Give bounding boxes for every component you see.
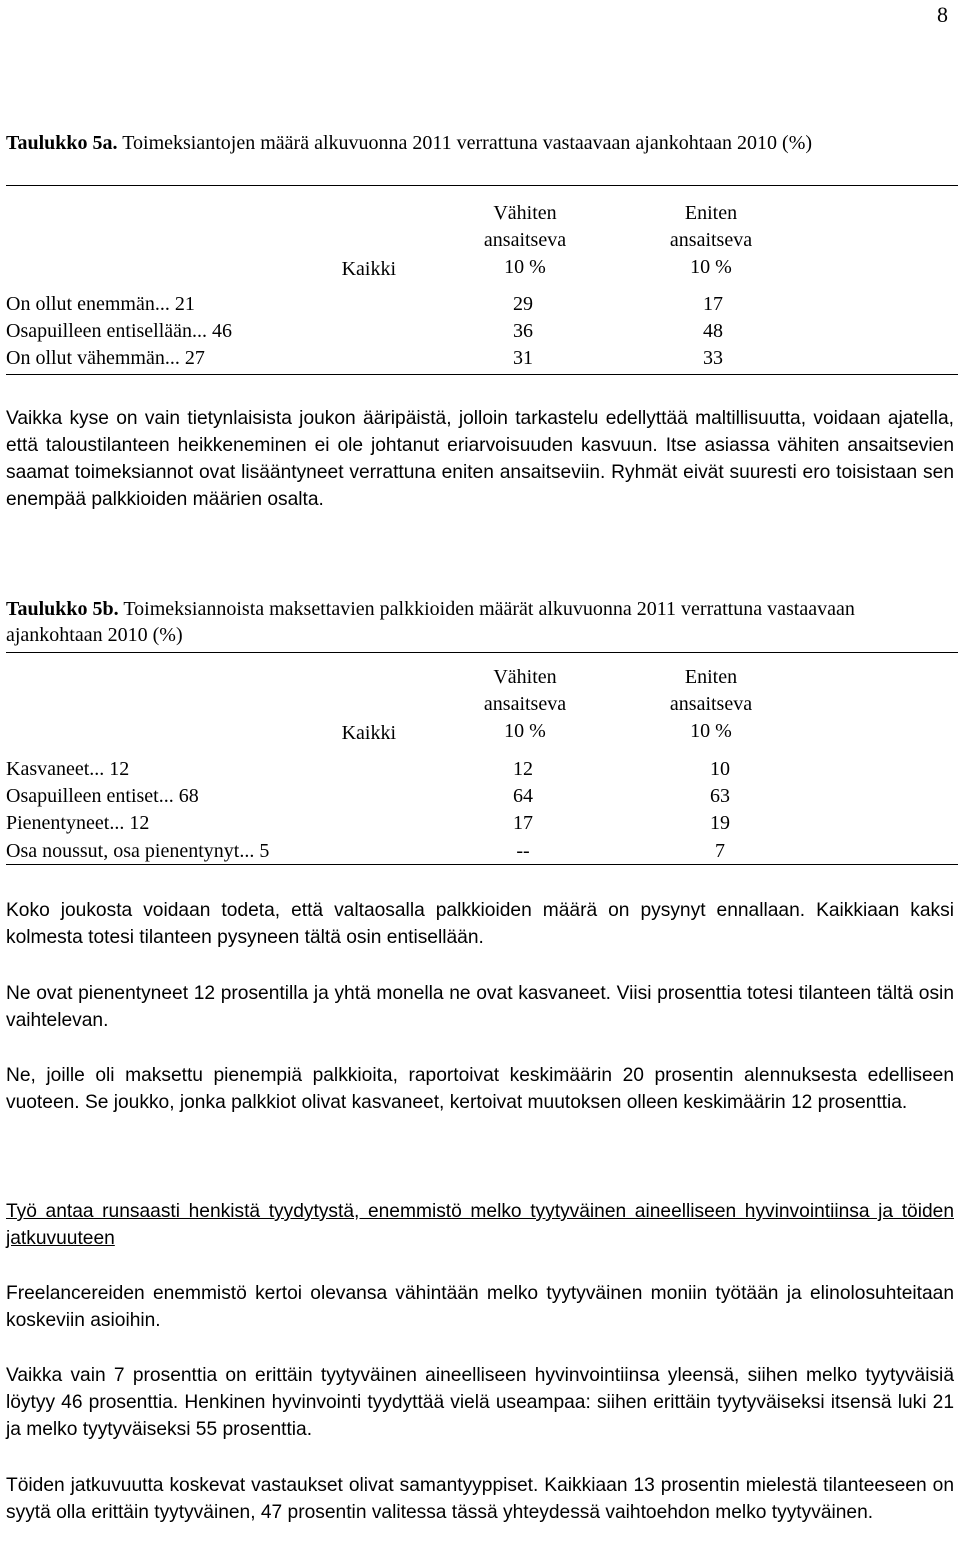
- table-row: Pienentyneet... 12 17 19: [6, 812, 730, 834]
- paragraph: Koko joukosta voidaan todeta, että valtaosalla palkkioiden määrä on pysynyt ennallaan. Kaikkiaan kaksi kolmesta totesi tilanteen pysyneen tältä osin entisellään.: [6, 900, 954, 948]
- page-number: 8: [937, 2, 948, 27]
- table-row: On ollut vähemmän... 27 31 33: [6, 347, 723, 369]
- table-5b-top-rule: [6, 652, 958, 653]
- table-5a-title: Toimeksiantojen määrä alkuvuonna 2011 verrattuna vastaavaan ajankohtaan 2010 (%): [117, 132, 813, 154]
- table-5b-title: Toimeksiannoista maksettavien palkkioiden määrät alkuvuonna 2011 verrattuna vastaavaan ajankohtaan 2010 (%): [6, 598, 855, 646]
- paragraph: Vaikka kyse on vain tietynlaisista joukon ääripäistä, jolloin tarkastelu edellyttää maltillisuutta, voidaan ajatella, että taloustilanteen heikkeneminen ei ole johtanut eriarvoisuuden kasvuun. Itse asiassa vähiten ansaitsevien saamat toimeksiannot ovat lisääntyneet verrattuna eniten ansaitseviin. Ryhmät eivät suuresti ero toisistaan sen enempää palkkioiden määrien osalta.: [6, 408, 954, 510]
- table-row: Kasvaneet... 12 12 10: [6, 758, 730, 780]
- table-5b-header-lowest: Vähiten ansaitseva 10 %: [483, 666, 567, 742]
- table-5b-bottom-rule: [6, 864, 958, 865]
- paragraph: Ne, joille oli maksettu pienempiä palkkioita, raportoivat keskimäärin 20 prosentin alennuksesta edelliseen vuoteen. Se joukko, jonka palkkiot olivat kasvaneet, kertoivat muutoksen olleen keskimäärin 12 prosenttia.: [6, 1065, 954, 1113]
- paragraph: Vaikka vain 7 prosenttia on erittäin tyytyväinen aineelliseen hyvinvointiinsa yleensä, siihen melko tyytyväisiä löytyy 46 prosenttia. Henkinen hyvinvointi tyydyttää vielä useampaa: siihen erittäin tyytyväiseksi itsensä luki 21 ja melko tyytyväiseksi 55 prosenttia.: [6, 1365, 954, 1440]
- table-5b-header-highest: Eniten ansaitseva 10 %: [669, 666, 753, 742]
- paragraph: Ne ovat pienentyneet 12 prosentilla ja yhtä monella ne ovat kasvaneet. Viisi prosenttia totesi tilanteen tältä osin vaihtelevan.: [6, 983, 954, 1031]
- table-5a-header-highest: Eniten ansaitseva 10 %: [669, 202, 753, 278]
- table-5a-header-all: Kaikki: [341, 258, 396, 280]
- table-5a-bottom-rule: [6, 374, 958, 375]
- table-5a-label: Taulukko 5a.: [6, 132, 118, 154]
- table-5b: [6, 664, 958, 864]
- table-row: Osapuilleen entiset... 68 64 63: [6, 785, 730, 807]
- paragraph: Freelancereiden enemmistö kertoi olevansa vähintään melko tyytyväinen moniin työtään ja elinolosuhteitaan koskeviin asioihin.: [6, 1283, 954, 1331]
- table-5b-header-all: Kaikki: [341, 722, 396, 744]
- table-5a: [6, 200, 958, 376]
- paragraph: Töiden jatkuvuutta koskevat vastaukset olivat samantyyppiset. Kaikkiaan 13 prosentin mielestä tilanteeseen on syytä olla erittäin tyytyväinen, 47 prosentin valitessa tässä yhteydessä vaihtoehdon melko tyytyväinen.: [6, 1475, 954, 1523]
- table-5b-caption: [6, 596, 956, 648]
- table-5a-caption: [6, 130, 956, 156]
- table-row: Osa noussut, osa pienentynyt... 5 -- 7: [6, 840, 725, 862]
- table-5a-top-rule: [6, 185, 958, 186]
- section-heading: Työ antaa runsaasti henkistä tyydytystä, enemmistö melko tyytyväinen aineelliseen hyvinvointiinsa ja töiden jatkuvuuteen: [6, 1201, 954, 1249]
- table-row: On ollut enemmän... 21 29 17: [6, 293, 723, 315]
- table-5b-label: Taulukko 5b.: [6, 598, 119, 620]
- table-5a-header-lowest: Vähiten ansaitseva 10 %: [483, 202, 567, 278]
- table-row: Osapuilleen entisellään... 46 36 48: [6, 320, 723, 342]
